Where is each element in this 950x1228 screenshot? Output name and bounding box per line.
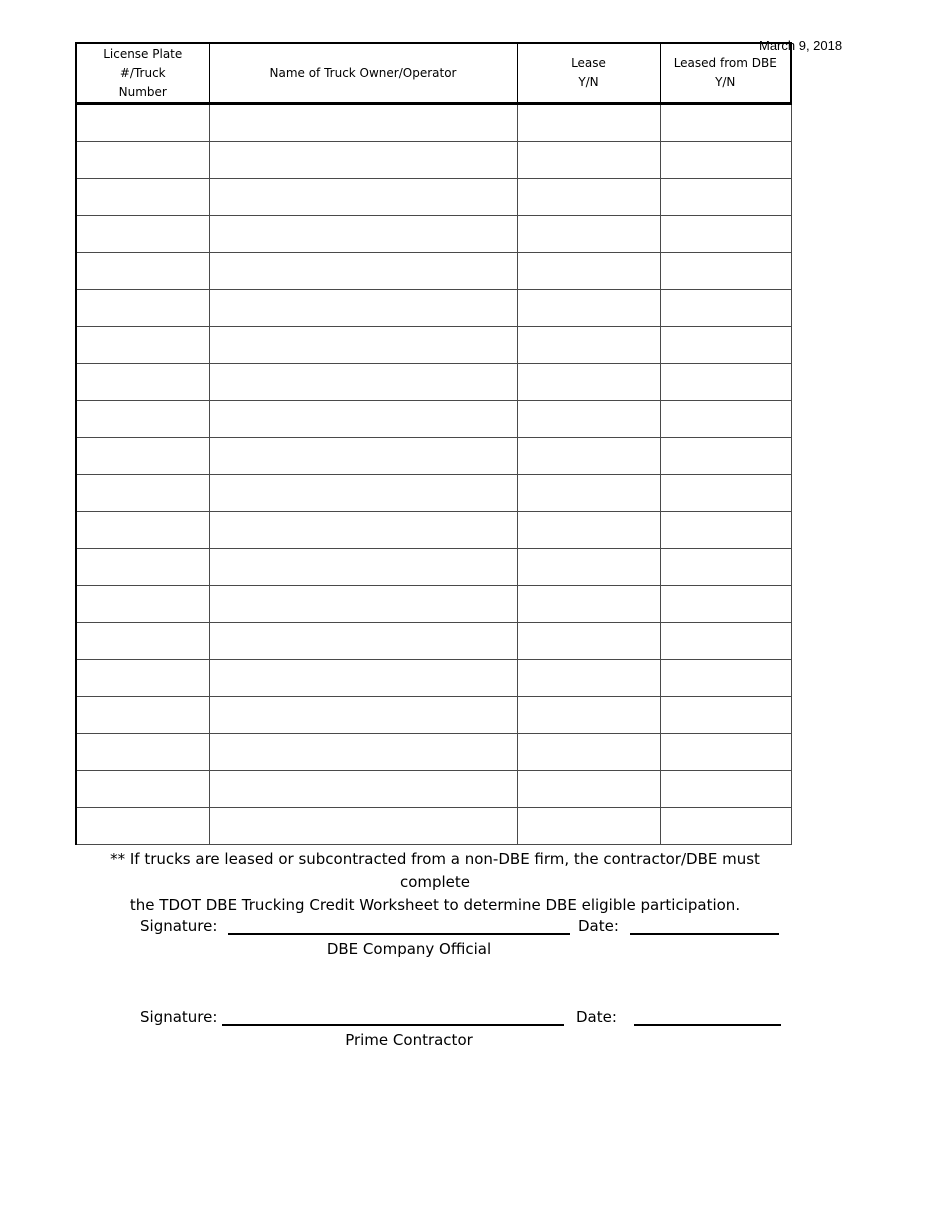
- cell-leased-from-dbe[interactable]: [660, 438, 791, 475]
- signature-line-prime[interactable]: [222, 1024, 564, 1026]
- cell-license-plate[interactable]: [76, 623, 209, 660]
- cell-leased-from-dbe[interactable]: [660, 660, 791, 697]
- table-header-row: [76, 43, 791, 104]
- cell-owner-operator[interactable]: [209, 549, 517, 586]
- cell-owner-operator[interactable]: [209, 364, 517, 401]
- cell-lease[interactable]: [517, 586, 660, 623]
- cell-lease[interactable]: [517, 512, 660, 549]
- cell-license-plate[interactable]: [76, 660, 209, 697]
- cell-owner-operator[interactable]: [209, 660, 517, 697]
- table-row: [76, 290, 791, 327]
- header-lease: Lease Y/N: [517, 43, 660, 104]
- cell-license-plate[interactable]: [76, 808, 209, 845]
- table-row: [76, 697, 791, 734]
- cell-owner-operator[interactable]: [209, 586, 517, 623]
- header-leased-from-dbe: Leased from DBE Y/N: [660, 43, 791, 104]
- cell-lease[interactable]: [517, 771, 660, 808]
- cell-leased-from-dbe[interactable]: [660, 401, 791, 438]
- cell-license-plate[interactable]: [76, 142, 209, 179]
- cell-license-plate[interactable]: [76, 734, 209, 771]
- cell-owner-operator[interactable]: [209, 623, 517, 660]
- cell-leased-from-dbe[interactable]: [660, 512, 791, 549]
- cell-lease[interactable]: [517, 401, 660, 438]
- cell-owner-operator[interactable]: [209, 290, 517, 327]
- signature-label-prime: Signature:: [140, 1008, 218, 1026]
- table-row: [76, 586, 791, 623]
- table-row: [76, 734, 791, 771]
- document-date: March 9, 2018: [759, 38, 843, 53]
- cell-license-plate[interactable]: [76, 290, 209, 327]
- cell-owner-operator[interactable]: [209, 401, 517, 438]
- cell-owner-operator[interactable]: [209, 327, 517, 364]
- cell-license-plate[interactable]: [76, 401, 209, 438]
- header-owner-operator: Name of Truck Owner/Operator: [209, 43, 517, 104]
- footnote-line-2: the TDOT DBE Trucking Credit Worksheet to determine DBE eligible participation.: [129, 896, 741, 914]
- cell-lease[interactable]: [517, 364, 660, 401]
- cell-leased-from-dbe[interactable]: [660, 549, 791, 586]
- date-label-prime: Date:: [576, 1008, 617, 1026]
- truck-log-table: [75, 42, 792, 845]
- table-row: [76, 253, 791, 290]
- cell-lease[interactable]: [517, 660, 660, 697]
- table-row: [76, 216, 791, 253]
- table-row: [76, 771, 791, 808]
- cell-leased-from-dbe[interactable]: [660, 179, 791, 216]
- signature-label-dbe: Signature:: [140, 917, 218, 935]
- cell-lease[interactable]: [517, 216, 660, 253]
- table-row: [76, 475, 791, 512]
- table-row: [76, 364, 791, 401]
- header-license-plate: License Plate #/Truck Number: [76, 43, 209, 104]
- date-label-dbe: Date:: [578, 917, 619, 935]
- date-line-dbe[interactable]: [630, 933, 779, 935]
- footnote: [75, 848, 795, 917]
- table-row: [76, 401, 791, 438]
- cell-owner-operator[interactable]: [209, 697, 517, 734]
- cell-leased-from-dbe[interactable]: [660, 808, 791, 845]
- cell-leased-from-dbe[interactable]: [660, 327, 791, 364]
- signature-line-dbe[interactable]: [228, 933, 570, 935]
- cell-license-plate[interactable]: [76, 438, 209, 475]
- table-row: [76, 623, 791, 660]
- cell-owner-operator[interactable]: [209, 104, 517, 142]
- cell-lease[interactable]: [517, 549, 660, 586]
- table-row: [76, 142, 791, 179]
- cell-owner-operator[interactable]: [209, 142, 517, 179]
- date-line-prime[interactable]: [634, 1024, 781, 1026]
- cell-owner-operator[interactable]: [209, 771, 517, 808]
- cell-license-plate[interactable]: [76, 475, 209, 512]
- cell-lease[interactable]: [517, 623, 660, 660]
- cell-lease[interactable]: [517, 808, 660, 845]
- table-row: [76, 179, 791, 216]
- cell-license-plate[interactable]: [76, 327, 209, 364]
- cell-lease[interactable]: [517, 104, 660, 142]
- cell-lease[interactable]: [517, 697, 660, 734]
- cell-leased-from-dbe[interactable]: [660, 734, 791, 771]
- cell-lease[interactable]: [517, 142, 660, 179]
- cell-owner-operator[interactable]: [209, 253, 517, 290]
- table-row: [76, 327, 791, 364]
- cell-license-plate[interactable]: [76, 771, 209, 808]
- cell-owner-operator[interactable]: [209, 475, 517, 512]
- cell-lease[interactable]: [517, 734, 660, 771]
- cell-license-plate[interactable]: [76, 216, 209, 253]
- cell-leased-from-dbe[interactable]: [660, 290, 791, 327]
- table-row: [76, 512, 791, 549]
- cell-leased-from-dbe[interactable]: [660, 623, 791, 660]
- cell-leased-from-dbe[interactable]: [660, 216, 791, 253]
- cell-leased-from-dbe[interactable]: [660, 586, 791, 623]
- cell-license-plate[interactable]: [76, 253, 209, 290]
- table-row: [76, 549, 791, 586]
- table-row: [76, 660, 791, 697]
- cell-owner-operator[interactable]: [209, 179, 517, 216]
- cell-owner-operator[interactable]: [209, 438, 517, 475]
- cell-leased-from-dbe[interactable]: [660, 771, 791, 808]
- cell-owner-operator[interactable]: [209, 734, 517, 771]
- cell-leased-from-dbe[interactable]: [660, 104, 791, 142]
- caption-dbe-official: DBE Company Official: [326, 940, 492, 958]
- cell-license-plate[interactable]: [76, 586, 209, 623]
- cell-owner-operator[interactable]: [209, 512, 517, 549]
- cell-lease[interactable]: [517, 438, 660, 475]
- cell-license-plate[interactable]: [76, 697, 209, 734]
- cell-license-plate[interactable]: [76, 104, 209, 142]
- cell-leased-from-dbe[interactable]: [660, 475, 791, 512]
- cell-leased-from-dbe[interactable]: [660, 697, 791, 734]
- cell-lease[interactable]: [517, 475, 660, 512]
- table-row: [76, 104, 791, 142]
- cell-lease[interactable]: [517, 327, 660, 364]
- cell-lease[interactable]: [517, 179, 660, 216]
- caption-prime-contractor: Prime Contractor: [345, 1031, 473, 1049]
- cell-leased-from-dbe[interactable]: [660, 142, 791, 179]
- cell-owner-operator[interactable]: [209, 216, 517, 253]
- cell-leased-from-dbe[interactable]: [660, 253, 791, 290]
- cell-license-plate[interactable]: [76, 512, 209, 549]
- cell-leased-from-dbe[interactable]: [660, 364, 791, 401]
- cell-license-plate[interactable]: [76, 179, 209, 216]
- table-row: [76, 438, 791, 475]
- cell-owner-operator[interactable]: [209, 808, 517, 845]
- footnote-line-1: ** If trucks are leased or subcontracted from a non-DBE firm, the contractor/DBE must complete: [110, 850, 760, 891]
- cell-license-plate[interactable]: [76, 549, 209, 586]
- table-body: [76, 104, 791, 845]
- cell-license-plate[interactable]: [76, 364, 209, 401]
- cell-lease[interactable]: [517, 253, 660, 290]
- cell-lease[interactable]: [517, 290, 660, 327]
- table-row: [76, 808, 791, 845]
